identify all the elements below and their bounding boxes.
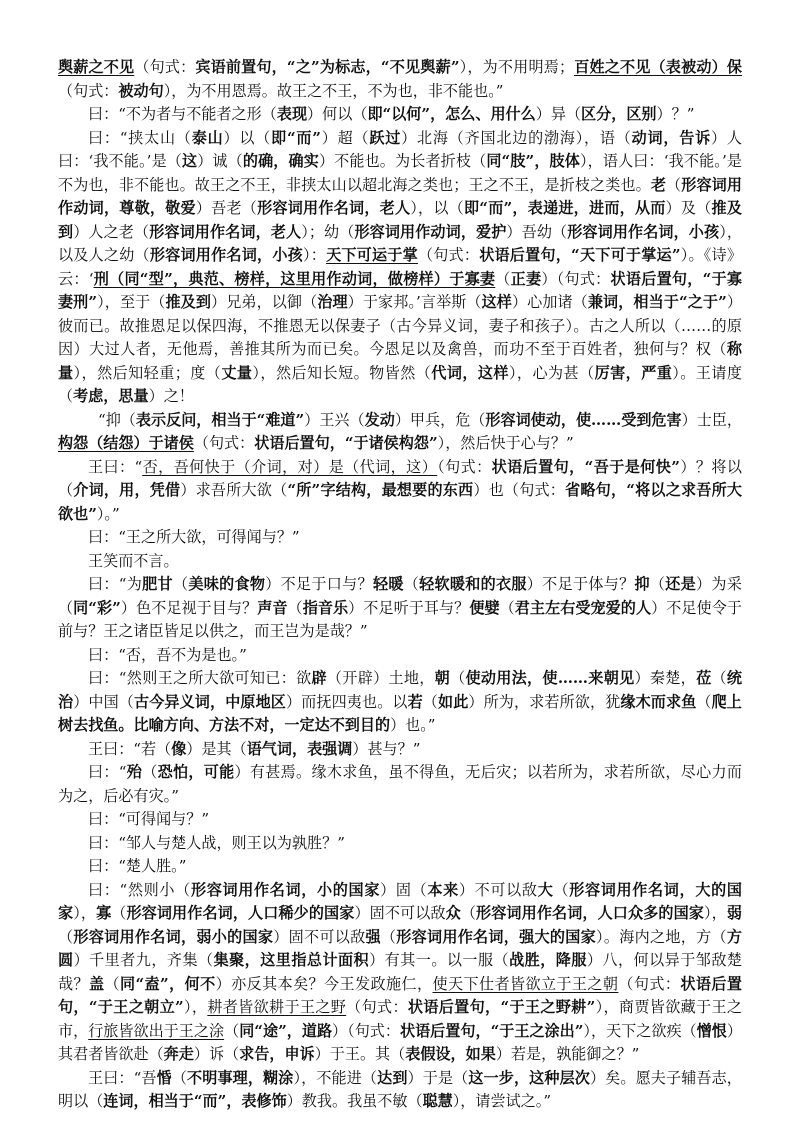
annotated-text: 恐怕，可能 bbox=[157, 763, 235, 781]
text-run: （ bbox=[104, 974, 120, 993]
text-run: （句式： bbox=[346, 998, 408, 1016]
text-run: （ bbox=[287, 598, 303, 617]
text-run: ）王兴（ bbox=[304, 410, 365, 429]
text-run: ），然后知长短。物皆然（ bbox=[252, 363, 432, 382]
text-run: 曰：“不为者与不能者之形（ bbox=[88, 105, 277, 123]
text-run: ）有其一。以一服（ bbox=[369, 951, 510, 969]
annotated-text: 这样 bbox=[481, 293, 512, 311]
annotated-text: 惛 bbox=[156, 1068, 172, 1087]
text-run: 曰：“然则王之所大欲可知已：欲 bbox=[88, 669, 312, 687]
annotated-text: 形容词用作名词，强大的国家 bbox=[396, 927, 597, 946]
annotated-text: 轻暖 bbox=[372, 575, 404, 593]
text-run: ）若是，孰能御之？” bbox=[495, 1045, 640, 1063]
text-run: 王曰：“ bbox=[88, 457, 143, 476]
text-run: （ bbox=[499, 598, 515, 617]
text-run: （句式： bbox=[58, 81, 119, 100]
annotated-text: 考虑，思量 bbox=[73, 387, 149, 405]
annotated-text: 推及到 bbox=[58, 199, 742, 241]
text-run: 王曰：“吾 bbox=[88, 1068, 157, 1087]
annotated-text: 轻软暖和的衣服 bbox=[419, 575, 527, 593]
annotated-text: 众 bbox=[445, 904, 461, 922]
annotated-text: 像 bbox=[171, 739, 187, 758]
text-run: ）何以（ bbox=[307, 105, 368, 123]
annotated-text: “所”字结构，最想要的东西 bbox=[287, 481, 474, 499]
text-run: ）有甚焉。缘木求鱼，虽不得鱼，无后灾；以若所为，求若所欲，尽心力而为之，后必有灾。” bbox=[58, 763, 742, 805]
annotated-text: 形容词用作名词，人口稀少的国家 bbox=[126, 904, 355, 922]
text-run: ）不能也。为长者折枝（ bbox=[318, 152, 487, 170]
annotated-text: 即“而”，表递进，进而，从而 bbox=[463, 199, 666, 217]
text-run: ）， bbox=[704, 904, 727, 922]
annotated-text: 这 bbox=[182, 152, 198, 170]
text-run: ）， bbox=[73, 904, 97, 922]
text-run: ）人曰：‘我不能。’是（ bbox=[58, 128, 742, 170]
text-run: ）。海内之地，方（ bbox=[596, 927, 727, 946]
annotated-text: 爬上树去找鱼。比喻方向、方法不对，一定达不到目的 bbox=[58, 692, 742, 734]
annotated-text: 状语后置句，“于王之涂出” bbox=[399, 1021, 584, 1040]
text-run: （句式： bbox=[193, 434, 255, 452]
text-run: 曰：“为 bbox=[88, 575, 143, 593]
annotated-text: 连词，相当于“而”，表修饰 bbox=[103, 1092, 287, 1110]
text-run: （句式： bbox=[134, 58, 196, 76]
annotated-text: 殆 bbox=[126, 763, 143, 781]
text-run: ）固不可以敌 bbox=[273, 927, 366, 946]
text-run: ）不足使令于前与？王之诸臣皆足以供之，而王岂为是哉？” bbox=[58, 598, 742, 640]
text-run: ）不可以敌 bbox=[458, 880, 538, 899]
annotated-text: 即“而” bbox=[271, 128, 321, 147]
annotated-text: 奔走 bbox=[163, 1045, 194, 1063]
paragraph bbox=[58, 855, 742, 879]
annotated-text: 状语后置句，“吾于是何快” bbox=[491, 457, 680, 476]
document-page bbox=[58, 56, 742, 1114]
annotated-text: 形容词用作名词，老人 bbox=[257, 199, 411, 217]
annotated-text: 形容词用作名词，小的国家 bbox=[190, 880, 381, 899]
annotated-text: 形容词用作名词，小孩 bbox=[567, 222, 720, 241]
annotated-text: 发动 bbox=[364, 410, 395, 429]
text-run: ）于是（ bbox=[407, 1068, 469, 1087]
text-run: 曰：“可得闻与？” bbox=[88, 810, 210, 828]
annotated-text: 构怨（结怨）于诸侯 bbox=[58, 434, 194, 452]
text-run: ）是其（ bbox=[186, 739, 247, 758]
text-run: ），至于（ bbox=[97, 293, 166, 311]
annotated-text: 同“盍”，何不 bbox=[119, 974, 216, 993]
annotated-text: 聪慧 bbox=[422, 1092, 453, 1110]
annotated-text: 即“以何”，怎么、用什么 bbox=[367, 105, 536, 123]
text-run: （开辟）土地， bbox=[326, 669, 435, 687]
annotated-text: 集聚，这里指总计面积 bbox=[213, 951, 370, 969]
text-run: ）而抚四夷也。以 bbox=[286, 692, 408, 711]
text-run: ）（句式： bbox=[541, 269, 611, 288]
text-run: ），不能进（ bbox=[293, 1068, 378, 1087]
text-run: ）士臣， bbox=[681, 410, 743, 429]
text-run: 曰：“否，吾不为是也。” bbox=[88, 645, 247, 664]
text-run: ）也（句式： bbox=[473, 481, 566, 499]
annotated-text: 美味的食物 bbox=[188, 575, 266, 593]
annotated-text: 老 bbox=[650, 175, 667, 194]
paragraph bbox=[58, 761, 742, 808]
text-run: （句式： bbox=[618, 974, 681, 993]
annotated-text: 同“肢”，肢体 bbox=[486, 152, 580, 170]
text-run: ）不足于体与？ bbox=[526, 575, 635, 593]
text-run: ）甚与？” bbox=[352, 739, 421, 758]
annotated-text: 省略句，“将以之求吾所大欲也” bbox=[58, 481, 742, 523]
paragraph bbox=[58, 550, 742, 574]
text-run: 曰：“ bbox=[88, 763, 127, 781]
annotated-text: 表示反问，相当于“难道” bbox=[135, 410, 305, 429]
annotated-text: 统治 bbox=[58, 669, 742, 711]
annotated-text: 被动句 bbox=[118, 81, 164, 100]
text-run: （ bbox=[711, 669, 727, 687]
text-run: ）亦反其本矣？今王发政施仁， bbox=[215, 974, 433, 993]
text-run: ）于王。其（ bbox=[314, 1045, 406, 1063]
annotated-text: 介词，用，凭借 bbox=[73, 481, 181, 499]
text-run: ）不足听于耳与？ bbox=[348, 598, 470, 617]
annotated-text: 兼词，相当于“之于” bbox=[587, 293, 727, 311]
annotated-text: 盖 bbox=[88, 974, 105, 993]
text-run: ），天下之欲疾（ bbox=[583, 1021, 697, 1040]
annotated-text: 求告，申诉 bbox=[239, 1045, 315, 1063]
text-run: ）异（ bbox=[535, 105, 582, 123]
annotated-text: 表现 bbox=[276, 105, 308, 123]
annotated-text: 辟 bbox=[311, 669, 327, 687]
text-run: ），以及人之幼（ bbox=[58, 222, 742, 264]
paragraph bbox=[58, 879, 742, 1067]
paragraph bbox=[58, 808, 742, 832]
annotated-text: 莅 bbox=[696, 669, 712, 687]
text-run: ）（句式： bbox=[332, 1021, 400, 1040]
text-run: ）其君者皆欲赴（ bbox=[58, 1021, 742, 1063]
text-run: （ bbox=[403, 575, 420, 593]
annotated-text: 古今异义词，中原地区 bbox=[134, 692, 286, 711]
text-run: （ bbox=[422, 692, 438, 711]
annotated-text: 使天下仕者皆欲立于王之朝 bbox=[432, 974, 619, 993]
paragraph bbox=[58, 127, 742, 409]
annotated-text: 肥甘 bbox=[142, 575, 173, 593]
annotated-text: 弱 bbox=[726, 904, 742, 922]
annotated-text: 推及到 bbox=[165, 293, 212, 311]
annotated-text: 状语后置句，“于王之朝立” bbox=[58, 974, 742, 1016]
text-run: （句式： bbox=[437, 457, 492, 476]
text-run: ）八，何以异于邹敌楚哉？ bbox=[58, 951, 742, 993]
text-run: （ bbox=[450, 669, 466, 687]
annotated-text: 本来 bbox=[427, 880, 459, 899]
annotated-text: 表假设，如果 bbox=[405, 1045, 496, 1063]
annotated-text: 舆薪之不见 bbox=[58, 58, 135, 76]
text-run: 曰：“挟太山（ bbox=[88, 128, 192, 147]
text-run: ）于家邦。’言举斯（ bbox=[347, 293, 482, 311]
annotated-text: 否，吾何快于（介词，对）是（代词，这） bbox=[142, 457, 438, 476]
paragraph bbox=[58, 409, 742, 456]
annotated-text: 指音乐 bbox=[302, 598, 349, 617]
paragraph bbox=[58, 456, 742, 527]
annotated-text: 强 bbox=[365, 927, 381, 946]
text-run: “抑（ bbox=[98, 410, 136, 429]
text-run: ）吾幼（ bbox=[506, 222, 568, 241]
paragraph bbox=[58, 1067, 742, 1114]
paragraph bbox=[58, 738, 742, 762]
annotated-text: 代词，这样 bbox=[431, 363, 509, 382]
text-run: ），心为甚（ bbox=[508, 363, 595, 382]
text-run: ）固（ bbox=[380, 880, 428, 899]
text-run: ）： bbox=[302, 246, 327, 264]
text-run: 曰：“然则小（ bbox=[88, 880, 191, 899]
annotated-text: 如此 bbox=[438, 692, 469, 711]
text-run: （ bbox=[172, 575, 189, 593]
text-run: ），以（ bbox=[410, 199, 464, 217]
paragraph bbox=[58, 103, 742, 127]
text-run: ）千里者九，齐集（ bbox=[73, 951, 214, 969]
text-run: ）吾老（ bbox=[195, 199, 258, 217]
annotated-text: 泰山 bbox=[191, 128, 224, 147]
annotated-text: 跃过 bbox=[369, 128, 402, 147]
annotated-text: 若 bbox=[407, 692, 423, 711]
annotated-text: 战胜，降服 bbox=[509, 951, 587, 969]
annotated-text: 憎恨 bbox=[696, 1021, 727, 1040]
text-run: （ bbox=[142, 763, 158, 781]
annotated-text: 状语后置句，“于诸侯构怨” bbox=[254, 434, 438, 452]
annotated-text: 语气词，表强调 bbox=[246, 739, 353, 758]
paragraph bbox=[58, 573, 742, 644]
annotated-text: 抑 bbox=[634, 575, 650, 593]
text-run: ）。王请度（ bbox=[58, 363, 742, 405]
text-run: ）。” bbox=[96, 504, 120, 523]
text-run: （ bbox=[666, 175, 682, 194]
annotated-text: 便嬖 bbox=[469, 598, 500, 617]
text-run: ），然后知轻重；度（ bbox=[73, 363, 222, 382]
annotated-text: 这一步，这种层次 bbox=[468, 1068, 590, 1087]
text-run: （ bbox=[460, 904, 477, 922]
annotated-text: 刑（同“型”，典范、榜样，这里用作动词，做榜样）于寡妻 bbox=[93, 269, 496, 288]
annotated-text: 形容词用作名词，弱小的国家 bbox=[73, 927, 274, 946]
annotated-text: 正妻 bbox=[510, 269, 542, 288]
text-run: ）色不足视于目与？ bbox=[120, 598, 258, 617]
text-run: （ bbox=[111, 904, 127, 922]
text-run: ）固不可以敌 bbox=[354, 904, 446, 922]
text-run: ）求吾所大欲（ bbox=[180, 481, 288, 499]
annotated-text: 百姓之不见 bbox=[574, 58, 651, 76]
annotated-text: 使动用法，使……来朝见 bbox=[465, 669, 635, 687]
paragraph bbox=[58, 667, 742, 738]
text-run: （ bbox=[171, 1068, 188, 1087]
annotated-text: 不明事理，糊涂 bbox=[187, 1068, 294, 1087]
text-run: （ bbox=[224, 1021, 240, 1040]
annotated-text: 丈量 bbox=[221, 363, 253, 382]
text-run: ）彼而已。故推恩足以保四海，不推恩无以保妻子（古今异义词，妻子和孩子）。古之人所以（……的原因）大过人者，无他焉，善推其所为而已矣。今恩足以及禽兽，而功不至于百姓者，独何与？权（ bbox=[58, 293, 742, 358]
text-run: （ bbox=[380, 927, 397, 946]
annotated-text: 区分，区别 bbox=[581, 105, 657, 123]
text-run: ）心加诸（ bbox=[511, 293, 588, 311]
annotated-text: 大 bbox=[537, 880, 554, 899]
text-run: ）不足于口与？ bbox=[265, 575, 373, 593]
annotated-text: 治理 bbox=[317, 293, 348, 311]
text-run: 曰：“邹人与楚人战，则王以为孰胜？” bbox=[88, 833, 345, 852]
text-run: ）矣。愿夫子辅吾志，明以（ bbox=[58, 1068, 742, 1110]
annotated-text: 状语后置句，“于寡妻刑” bbox=[58, 269, 742, 311]
annotated-text: 天下可运于掌 bbox=[326, 246, 418, 264]
annotated-text: 形容词用作动词，爱护 bbox=[354, 222, 507, 241]
text-run: ）及（ bbox=[665, 199, 712, 217]
text-run: ）中国（ bbox=[73, 692, 134, 711]
annotated-text: 同“途”，道路 bbox=[239, 1021, 333, 1040]
paragraph bbox=[58, 56, 742, 103]
annotated-text: 的确，确实 bbox=[242, 152, 319, 170]
text-run: 曰：“王之所大欲，可得闻与？” bbox=[88, 528, 300, 546]
text-run: ）甲兵，危（ bbox=[394, 410, 486, 429]
text-run: ），请尝试之。” bbox=[452, 1092, 552, 1110]
text-run: ）， bbox=[183, 998, 208, 1016]
annotated-text: 动词，告诉 bbox=[631, 128, 711, 147]
text-run: 王笑而不言。 bbox=[88, 551, 179, 570]
text-run: （ bbox=[495, 269, 511, 288]
annotated-text: 寡 bbox=[96, 904, 112, 922]
text-run: ），为不用恩焉。故王之不王，不为也，非不能也。” bbox=[163, 81, 504, 100]
text-run: （ bbox=[649, 575, 666, 593]
text-run: ）？” bbox=[656, 105, 695, 123]
text-run: ）人之老（ bbox=[73, 222, 150, 241]
text-run: ）也。” bbox=[390, 716, 436, 734]
text-run: ）教我。我虽不敏（ bbox=[286, 1092, 423, 1110]
text-run: ）诚（ bbox=[197, 152, 243, 170]
text-run: ），然后快于心与？” bbox=[437, 434, 574, 452]
text-run: ）之！ bbox=[148, 387, 194, 405]
annotated-text: 形容词用作名词，人口众多的国家 bbox=[476, 904, 704, 922]
text-run: ），为不用明焉； bbox=[459, 58, 575, 76]
text-run: （ bbox=[553, 880, 570, 899]
text-run: ）以（ bbox=[223, 128, 272, 147]
text-run: ）？将以（ bbox=[58, 457, 742, 499]
annotated-text: 朝 bbox=[434, 669, 451, 687]
text-run: ）兄弟，以御（ bbox=[211, 293, 318, 311]
annotated-text: 形容词用作名词，大的国家 bbox=[58, 880, 742, 922]
text-run: ）所为，求若所欲，犹 bbox=[468, 692, 621, 711]
text-run: ）北海（齐国北边的渤海），语（ bbox=[401, 128, 632, 147]
annotated-text: 缘木而求鱼 bbox=[620, 692, 697, 711]
text-run: ）为采（ bbox=[58, 575, 742, 617]
annotated-text: 声音 bbox=[257, 598, 288, 617]
text-run: ）。《诗》云：‘ bbox=[58, 246, 742, 288]
annotated-text: 状语后置句，“于王之野耕” bbox=[407, 998, 596, 1016]
annotated-text: 形容词用作名词，小孩 bbox=[149, 246, 303, 264]
paragraph bbox=[58, 644, 742, 668]
annotated-text: 耕者皆欲耕于王之野 bbox=[207, 998, 347, 1016]
text-run: （ bbox=[58, 927, 74, 946]
annotated-text: 行旅皆欲出于王之涂 bbox=[88, 1021, 225, 1040]
annotated-text: 君主左右受宠爱的人 bbox=[514, 598, 652, 617]
annotated-text: 厉害，严重 bbox=[594, 363, 673, 382]
annotated-text: 称量 bbox=[58, 340, 742, 382]
paragraph bbox=[58, 526, 742, 550]
annotated-text: 达到 bbox=[377, 1068, 408, 1087]
annotated-text: 状语后置句，“天下可于掌运” bbox=[479, 246, 681, 264]
text-run: 曰：“楚人胜。” bbox=[88, 857, 187, 875]
annotated-text: 宾语前置句，“之”为标志，“不见舆薪” bbox=[195, 58, 460, 76]
annotated-text: 形容词用作动词，尊敬，敬爱 bbox=[58, 175, 742, 217]
paragraph bbox=[58, 832, 742, 856]
annotated-text: 还是 bbox=[665, 575, 697, 593]
text-run: ），语人曰：‘我不能。’是不为也，非不能也。故王之不王，非挟太山以超北海之类也；王之不王，是折枝之类也。 bbox=[58, 152, 742, 194]
text-run: 王曰：“若（ bbox=[88, 739, 172, 758]
annotated-text: 形容词用作名词，老人 bbox=[149, 222, 302, 241]
annotated-text: 同“彩” bbox=[73, 598, 121, 617]
text-run: （ bbox=[696, 692, 712, 711]
text-run: ）超（ bbox=[320, 128, 370, 147]
text-run: （句式： bbox=[417, 246, 480, 264]
text-run: ）；幼（ bbox=[301, 222, 355, 241]
annotated-text: （表被动）保 bbox=[650, 58, 742, 76]
annotated-text: 形容词使动，使……受到危害 bbox=[485, 410, 682, 429]
text-run: ）秦楚， bbox=[634, 669, 697, 687]
text-run: ）诉（ bbox=[193, 1045, 240, 1063]
text-run: ），商贾皆欲藏于王之市， bbox=[58, 998, 742, 1040]
annotated-text: 方圆 bbox=[58, 927, 742, 969]
